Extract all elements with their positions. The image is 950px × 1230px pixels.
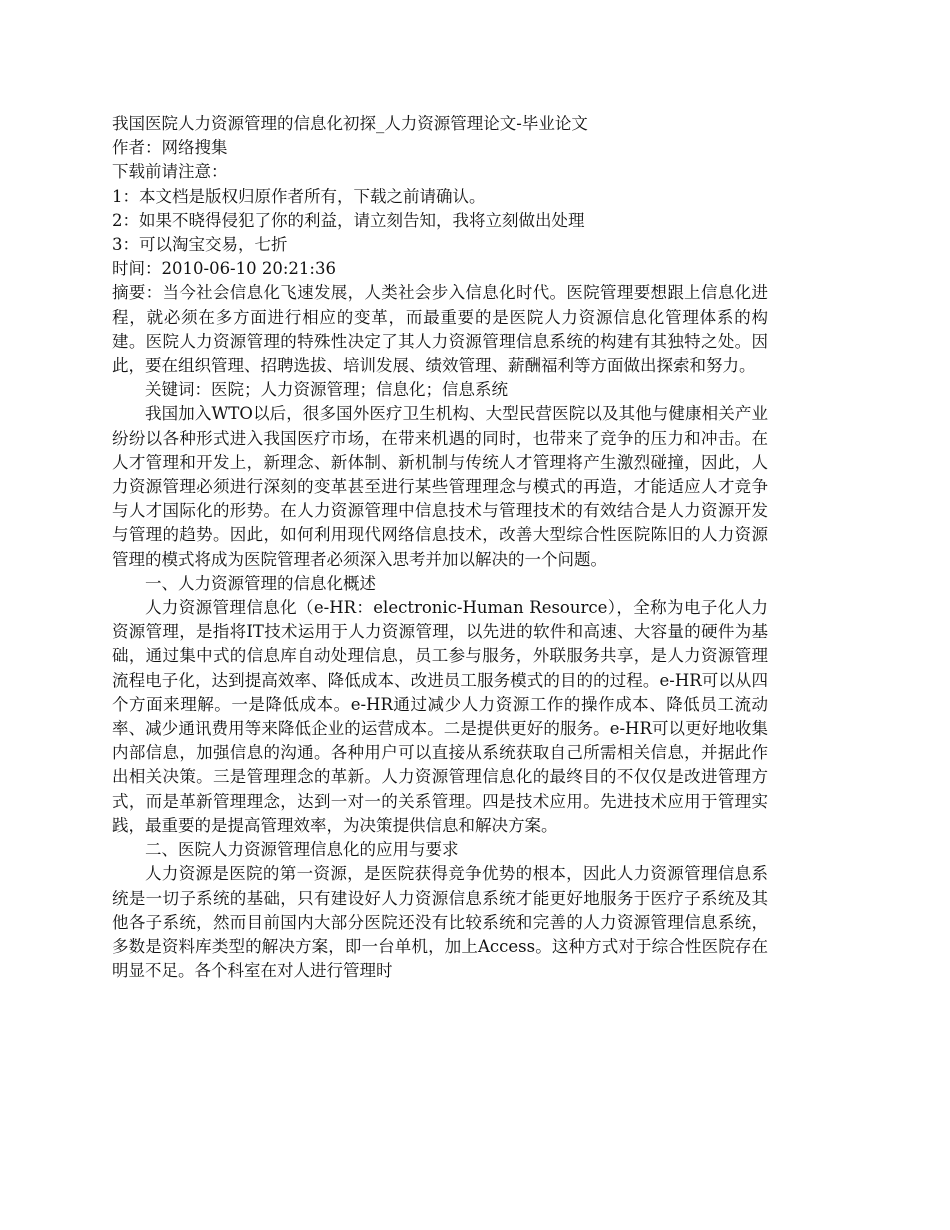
author-line: 作者：网络搜集 [112, 138, 228, 158]
section2-paragraph: 人力资源是医院的第一资源，是医院获得竞争优势的根本，因此人力资源管理信息系统是一切子系统的基础，只有建设好人力资源信息系统才能更好地服务于医疗子系统及其他各子系统，然而目前国内大部分医院还没有比较系统和完善的人力资源管理信息系统，多数是资料库类型的解决方案，即一台单机，加上Access。这种方式对于综合性医院存在明显不足。各个科室在对人进行管理时 [112, 864, 768, 981]
notice-item-3: 3：可以淘宝交易，七折 [112, 235, 288, 255]
section1-heading: 一、人力资源管理的信息化概述 [145, 573, 376, 593]
section1-paragraph: 人力资源管理信息化（e-HR：electronic-Human Resource），全称为电子化人力资源管理，是指将IT技术运用于人力资源管理，以先进的软件和高速、大容量的硬件为基础，通过集中式的信息库自动处理信息，员工参与服务，外联服务共享，是人力资源管理流程电子化，达到提高效率、降低成本、改进员工服务模式的目的的过程。e-HR可以从四个方面来理解。一是降低成本。e-HR通过减少人力资源工作的操作成本、降低员工流动率、减少通讯费用等来降低企业的运营成本。二是提供更好的服务。e-HR可以更好地收集内部信息，加强信息的沟通。各种用户可以直接从系统获取自己所需相关信息，并据此作出相关决策。三是管理理念的革新。人力资源管理信息化的最终目的不仅仅是改进管理方式，而是革新管理理念，达到一对一的关系管理。四是技术应用。先进技术应用于管理实践，最重要的是提高管理效率，为决策提供信息和解决方案。 [112, 598, 768, 835]
document-title: 我国医院人力资源管理的信息化初探_人力资源管理论文-毕业论文 [112, 114, 588, 133]
notice-heading: 下载前请注意： [112, 162, 228, 182]
notice-item-1: 1：本文档是版权归原作者所有，下载之前请确认。 [112, 186, 486, 206]
timestamp-line: 时间：2010-06-10 20:21:36 [112, 259, 336, 279]
abstract-paragraph: 摘要：当今社会信息化飞速发展，人类社会步入信息化时代。医院管理要想跟上信息化进程，就必须在多方面进行相应的变革，而最重要的是医院人力资源信息化管理体系的构建。医院人力资源管理的特殊性决定了其人力资源管理信息系统的构建有其独特之处。因此，要在组织管理、招聘选拔、培训发展、绩效管理、薪酬福利等方面做出探索和努力。 [112, 283, 768, 376]
intro-paragraph: 我国加入WTO以后，很多国外医疗卫生机构、大型民营医院以及其他与健康相关产业纷纷以各种形式进入我国医疗市场，在带来机遇的同时，也带来了竞争的压力和冲击。在人才管理和开发上，新理念、新体制、新机制与传统人才管理将产生激烈碰撞，因此，人力资源管理必须进行深刻的变革甚至进行某些管理理念与模式的再造，才能适应人才竞争与人才国际化的形势。在人力资源管理中信息技术与管理技术的有效结合是人力资源开发与管理的趋势。因此，如何利用现代网络信息技术，改善大型综合性医院陈旧的人力资源管理的模式将成为医院管理者必须深入思考并加以解决的一个问题。 [112, 404, 768, 569]
notice-item-2: 2：如果不晓得侵犯了你的利益，请立刻告知，我将立刻做出处理 [112, 210, 585, 230]
section2-heading: 二、医院人力资源管理信息化的应用与要求 [145, 840, 459, 860]
keywords-line: 关键词：医院；人力资源管理；信息化；信息系统 [145, 380, 508, 400]
document-page [112, 112, 768, 983]
